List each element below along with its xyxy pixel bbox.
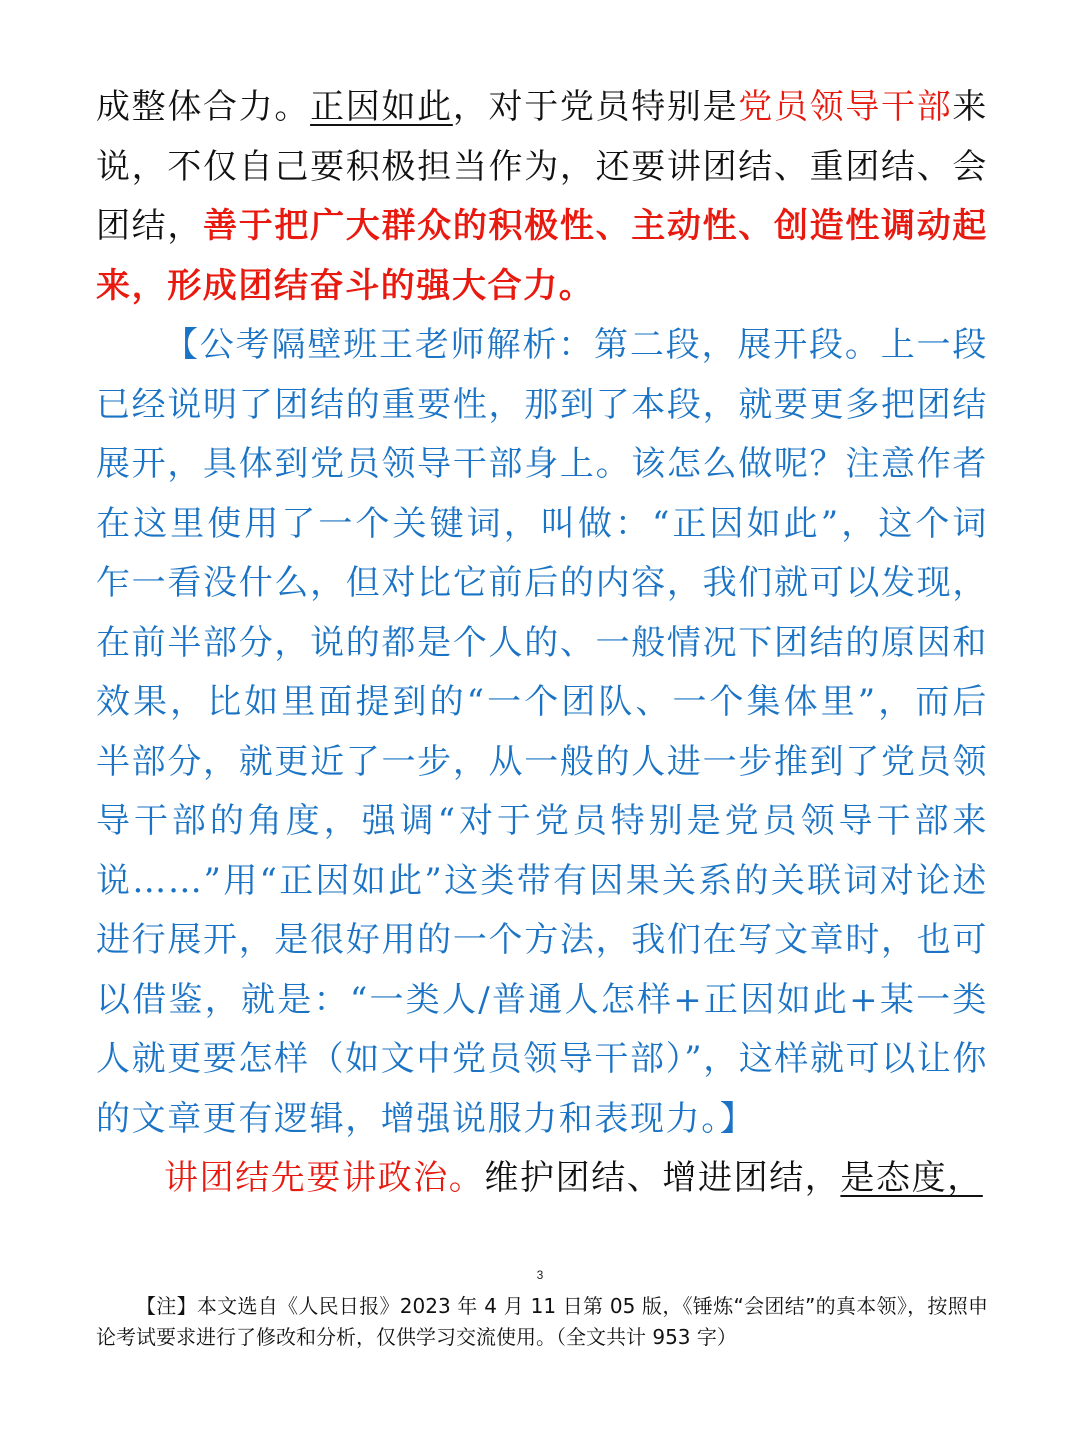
paragraph-unity-party-members — [96, 78, 988, 316]
paragraph-topic-sentence: 讲团结先要讲政治。 — [164, 1158, 485, 1198]
article-body — [96, 78, 988, 1209]
text-segment: ，对于党员特别是 — [452, 87, 739, 127]
underlined-phrase: 正因如此 — [310, 87, 453, 127]
footnote-text: 【注】本文选自《人民日报》2023 年 4 月 11 日第 05 版，《锤炼“会团结”的真本领》，按照申论考试要求进行了修改和分析，仅供学习交流使用。（全文共计 953 字） — [96, 1294, 988, 1349]
underlined-phrase: 是态度， — [840, 1158, 983, 1198]
text-segment: 维护团结、增进团结， — [484, 1158, 841, 1198]
paragraph-politics — [96, 1149, 988, 1209]
text-segment: 来说，不仅自己要积极担当作为，还要讲团结、重团结、会团结， — [96, 87, 988, 246]
teacher-analysis-paragraph: 【公考隔壁班王老师解析：第二段，展开段。上一段已经说明了团结的重要性，那到了本段，就要更多把团结展开，具体到党员领导干部身上。该怎么做呢？注意作者在这里使用了一个关键词，叫做：“正因如此”，这个词乍一看没什么，但对比它前后的内容，我们就可以发现，在前半部分，说的都是个人的、一般情况下团结的原因和效果，比如里面提到的“一个团队、一个集体里”，而后半部分，就更近了一步，从一般的人进一步推到了党员领导干部的角度，强调“对于党员特别是党员领导干部来说……”用“正因如此”这类带有因果关系的关联词对论述进行展开，是很好用的一个方法，我们在写文章时，也可以借鉴，就是：“一类人/普通人怎样+正因如此+某一类人就更要怎样（如文中党员领导干部）”，这样就可以让你的文章更有逻辑，增强说服力和表现力。】 — [96, 325, 988, 1139]
highlighted-phrase: 党员领导干部 — [738, 87, 953, 127]
key-sentence: 善于把广大群众的积极性、主动性、创造性调动起来，形成团结奋斗的强大合力。 — [96, 206, 988, 306]
page-number: 3 — [536, 1268, 544, 1282]
text-segment: 成整体合力。 — [96, 87, 311, 127]
footnote — [96, 1291, 988, 1353]
